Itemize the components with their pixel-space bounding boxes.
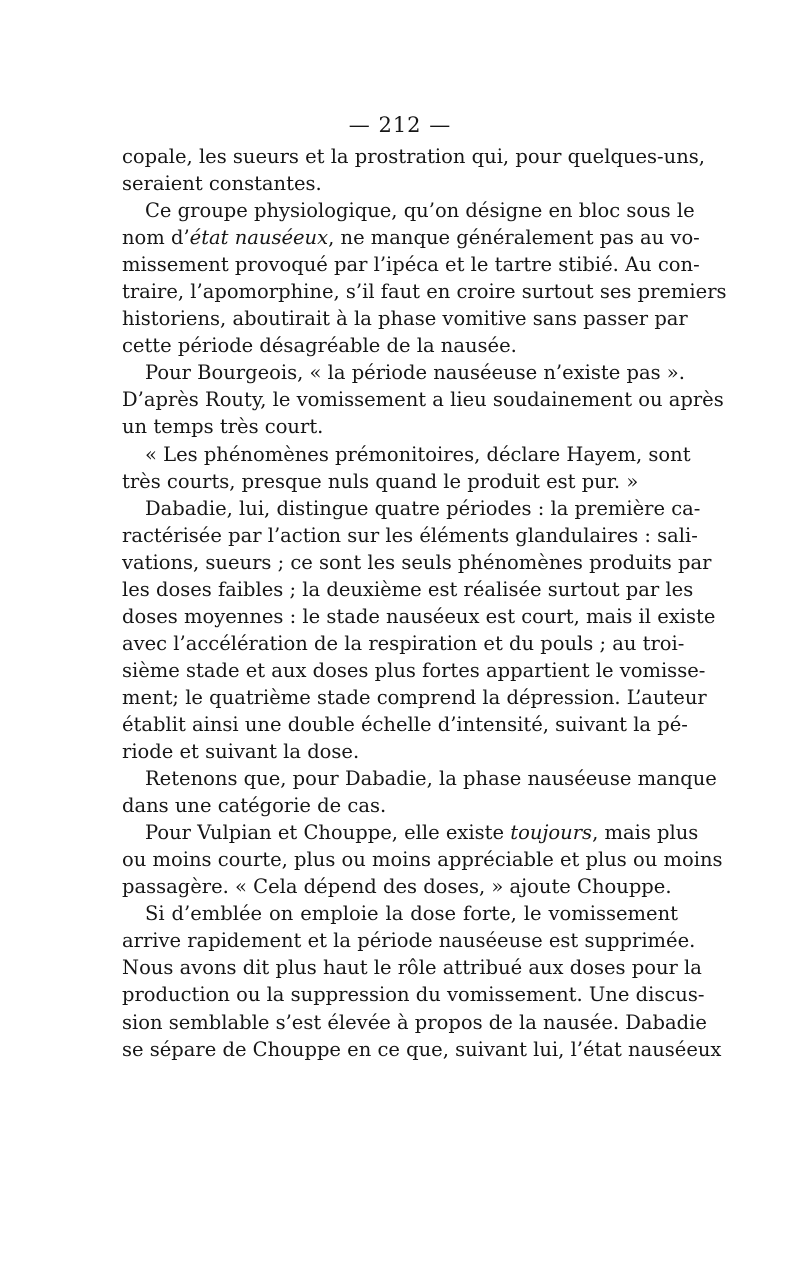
text-run: avec l’accélération de la respiration et du pouls ; au troi- bbox=[122, 631, 685, 655]
text-line bbox=[122, 927, 696, 954]
text-line bbox=[122, 332, 678, 359]
text-line bbox=[122, 738, 678, 765]
text-run: Ce groupe physiologique, qu’on désigne en bloc sous le bbox=[145, 199, 695, 223]
text-line bbox=[122, 224, 700, 251]
text-line bbox=[122, 657, 706, 684]
text-line bbox=[122, 251, 700, 278]
text-run: , mais plus bbox=[592, 821, 699, 845]
text-run: très courts, presque nuls quand le produit est pur. » bbox=[122, 469, 639, 493]
text-line bbox=[122, 603, 716, 630]
text-line bbox=[122, 846, 723, 873]
text-line bbox=[122, 386, 724, 413]
text-run: Pour Vulpian et Chouppe, elle existe bbox=[145, 821, 511, 845]
text-line bbox=[122, 1009, 707, 1036]
text-run: missement provoqué par l’ipéca et le tartre stibié. Au con- bbox=[122, 253, 700, 277]
text-line bbox=[122, 468, 678, 495]
text-line bbox=[122, 143, 705, 170]
text-line bbox=[122, 711, 688, 738]
text-run: un temps très court. bbox=[122, 415, 324, 439]
text-run: ou moins courte, plus ou moins appréciable et plus ou moins bbox=[122, 848, 723, 872]
text-line bbox=[122, 549, 712, 576]
text-run: D’après Routy, le vomissement a lieu soudainement ou après bbox=[122, 388, 724, 412]
text-run: Pour Bourgeois, « la période nauséeuse n’existe pas ». bbox=[145, 361, 685, 385]
text-line bbox=[122, 413, 678, 440]
text-run: sion semblable s’est élevée à propos de la nausée. Dabadie bbox=[122, 1010, 707, 1034]
text-run: Retenons que, pour Dabadie, la phase nauséeuse manque bbox=[145, 767, 717, 791]
text-run: sième stade et aux doses plus fortes appartient le vomisse- bbox=[122, 658, 706, 682]
text-line bbox=[122, 576, 694, 603]
italic-text: état nauséeux bbox=[189, 226, 329, 250]
text-run: Si d’emblée on emploie la dose forte, le vomissement bbox=[145, 902, 678, 926]
text-run: passagère. « Cela dépend des doses, » ajoute Chouppe. bbox=[122, 875, 672, 899]
text-line bbox=[122, 981, 705, 1008]
text-line bbox=[122, 792, 678, 819]
text-run: seraient constantes. bbox=[122, 172, 322, 196]
text-run: riode et suivant la dose. bbox=[122, 740, 360, 764]
text-line bbox=[122, 495, 701, 522]
text-line bbox=[122, 278, 727, 305]
text-line bbox=[122, 1036, 722, 1063]
text-run: nom d’ bbox=[122, 226, 190, 250]
italic-text: toujours bbox=[510, 821, 593, 845]
text-line bbox=[122, 954, 702, 981]
page-number: — 212 — bbox=[348, 113, 452, 137]
text-run: les doses faibles ; la deuxième est réalisée surtout par les bbox=[122, 577, 694, 601]
text-run: dans une catégorie de cas. bbox=[122, 794, 387, 818]
text-run: « Les phénomènes prémonitoires, déclare Hayem, sont bbox=[145, 442, 691, 466]
text-run: traire, l’apomorphine, s’il faut en croire surtout ses premiers bbox=[122, 280, 727, 304]
text-line bbox=[122, 630, 685, 657]
text-line bbox=[122, 305, 688, 332]
text-run: établit ainsi une double échelle d’intensité, suivant la pé- bbox=[122, 712, 688, 736]
text-line bbox=[122, 170, 678, 197]
text-line bbox=[122, 873, 678, 900]
text-run: historiens, aboutirait à la phase vomitive sans passer par bbox=[122, 307, 688, 331]
text-run: doses moyennes : le stade nauséeux est court, mais il existe bbox=[122, 604, 716, 628]
text-line bbox=[122, 765, 717, 792]
text-run: cette période désagréable de la nausée. bbox=[122, 334, 517, 358]
text-line bbox=[122, 441, 691, 468]
text-run: , ne manque généralement pas au vo- bbox=[328, 226, 700, 250]
text-run: arrive rapidement et la période nauséeuse est supprimée. bbox=[122, 929, 696, 953]
text-run: production ou la suppression du vomissement. Une discus- bbox=[122, 983, 705, 1007]
text-line bbox=[122, 819, 699, 846]
text-line bbox=[122, 359, 685, 386]
text-run: ment; le quatrième stade comprend la dépression. L’auteur bbox=[122, 685, 707, 709]
text-run: ractérisée par l’action sur les éléments glandulaires : sali- bbox=[122, 523, 698, 547]
text-line bbox=[122, 197, 695, 224]
text-line bbox=[122, 684, 707, 711]
text-run: copale, les sueurs et la prostration qui, pour quelques-uns, bbox=[122, 145, 705, 168]
text-line bbox=[122, 522, 698, 549]
body-text bbox=[122, 143, 727, 1063]
text-run: vations, sueurs ; ce sont les seuls phénomènes produits par bbox=[122, 550, 712, 574]
text-run: Dabadie, lui, distingue quatre périodes : la première ca- bbox=[145, 496, 701, 520]
text-line bbox=[122, 900, 678, 927]
text-run: Nous avons dit plus haut le rôle attribué aux doses pour la bbox=[122, 956, 702, 980]
text-run: se sépare de Chouppe en ce que, suivant lui, l’état nauséeux bbox=[122, 1037, 722, 1061]
